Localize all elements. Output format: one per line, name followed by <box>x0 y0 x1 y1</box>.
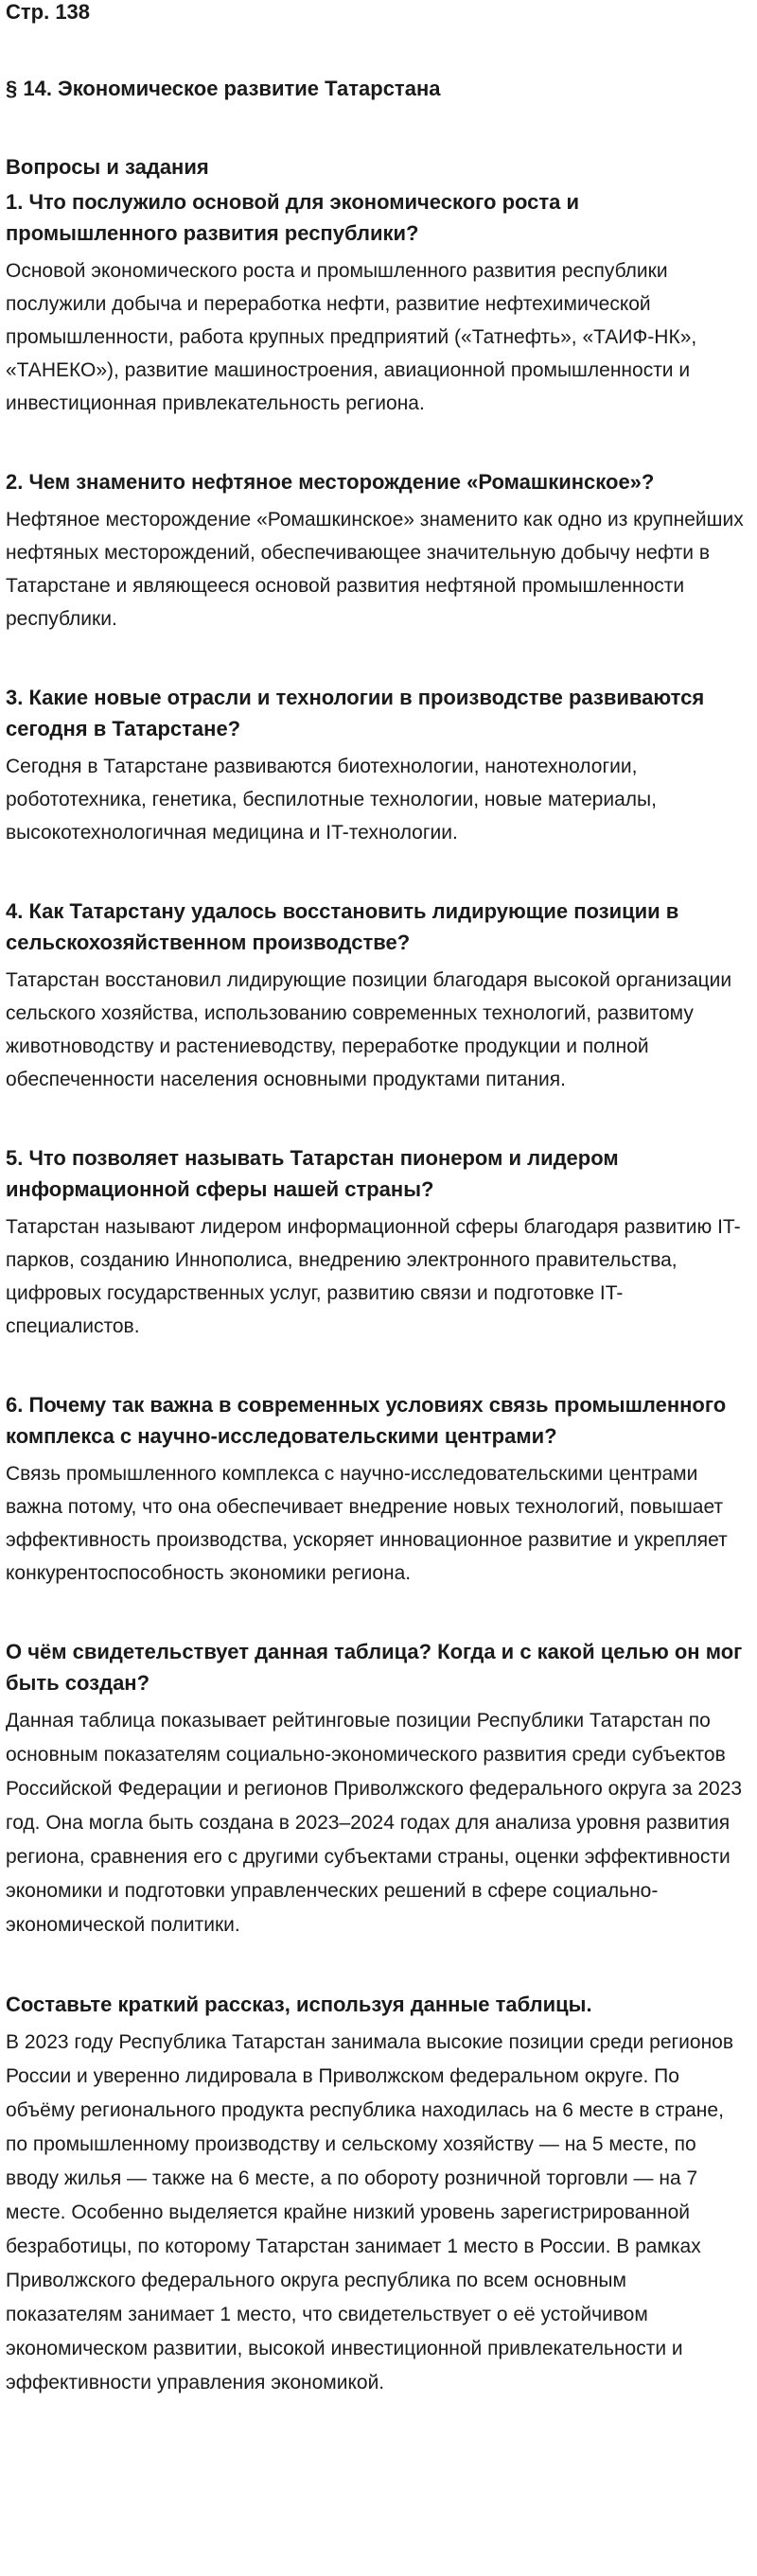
answer-table-meaning: Данная таблица показывает рейтинговые позиции Республики Татарстан по основным показателям социально-экономического развития среди субъектов Российской Федерации и регионов Приволжского федерального округа за 2023 год. Она могла быть создана в 2023–2024 годах для анализа уровня развития региона, сравнения его с другими субъектами страны, оценки эффективности экономики и подготовки управленческих решений в сфере социально-экономической политики. <box>6 1710 743 1936</box>
question-6: 6. Почему так важна в современных условиях связь промышленного комплекса с научно-исследовательскими центрами? <box>6 1393 727 1448</box>
qa-item-4 <box>6 896 748 1096</box>
questions-list <box>6 186 748 2400</box>
page-number: Стр. 138 <box>6 0 91 24</box>
answer-5: Татарстан называют лидером информационной сферы благодаря развитию IT-парков, созданию Иннополиса, внедрению электронного правительства, цифровых государственных услуг, развитию связи и подготовке IT-специалистов. <box>6 1216 741 1337</box>
answer-6: Связь промышленного комплекса с научно-исследовательскими центрами важна потому, что она обеспечивает внедрение новых технологий, повышает эффективность производства, ускоряет инновационное развитие и укрепляет конкурентоспособность экономики региона. <box>6 1463 728 1584</box>
qa-item-2 <box>6 466 748 635</box>
answer-1: Основой экономического роста и промышленного развития республики послужили добыча и переработка нефти, развитие нефтехимической промышленности, работа крупных предприятий («Татнефть», «ТАИФ-НК», «ТАНЕКО»), развитие машиностроения, авиационной промышленности и инвестиционная привлекательность региона. <box>6 260 697 414</box>
question-3: 3. Какие новые отрасли и технологии в производстве развиваются сегодня в Татарстане? <box>6 686 705 740</box>
question-1: 1. Что послужило основой для экономического роста и промышленного развития республики? <box>6 190 580 245</box>
question-5: 5. Что позволяет называть Татарстан пионером и лидером информационной сферы нашей страны? <box>6 1146 619 1201</box>
qa-item-1 <box>6 186 748 420</box>
question-4: 4. Как Татарстану удалось восстановить лидирующие позиции в сельскохозяйственном производстве? <box>6 899 679 954</box>
question-2: 2. Чем знаменито нефтяное месторождение «Ромашкинское»? <box>6 470 655 494</box>
section-heading: Вопросы и задания <box>6 155 209 179</box>
answer-3: Сегодня в Татарстане развиваются биотехнологии, нанотехнологии, робототехника, генетика, беспилотные технологии, новые материалы, высокотехнологичная медицина и IT-технологии. <box>6 756 657 844</box>
qa-item-short-story <box>6 1989 748 2400</box>
question-short-story: Составьте краткий рассказ, используя данные таблицы. <box>6 1993 592 2016</box>
qa-item-3 <box>6 682 748 849</box>
chapter-title: § 14. Экономическое развитие Татарстана <box>6 77 441 100</box>
answer-2: Нефтяное месторождение «Ромашкинское» знаменито как одно из крупнейших нефтяных месторождений, обеспечивающее значительную добычу нефти в Татарстане и являющееся основой развития нефтяной промышленности республики. <box>6 509 744 630</box>
question-table-meaning: О чём свидетельствует данная таблица? Когда и с какой целью он мог быть создан? <box>6 1640 743 1695</box>
answer-short-story: В 2023 году Республика Татарстан занимала высокие позиции среди регионов России и уверенно лидировала в Приволжском федеральном округе. По объёму регионального продукта республика находилась на 6 месте в стране, по промышленному производству и сельскому хозяйству — на 5 месте, по вводу жилья — также на 6 месте, а по обороту розничной торговли — на 7 месте. Особенно выделяется крайне низкий уровень зарегистрированной безработицы, по которому Татарстан занимает 1 место в России. В рамках Приволжского федерального округа республика по всем основным показателям занимает 1 место, что свидетельствует о её устойчивом экономическом развитии, высокой инвестиционной привлекательности и эффективности управления экономикой. <box>6 2031 734 2393</box>
answer-4: Татарстан восстановил лидирующие позиции благодаря высокой организации сельского хозяйства, использованию современных технологий, развитому животноводству и растениеводству, переработке продукции и полной обеспеченности населения основными продуктами питания. <box>6 969 732 1090</box>
qa-item-5 <box>6 1142 748 1343</box>
qa-item-table-meaning <box>6 1636 748 1942</box>
qa-item-6 <box>6 1389 748 1590</box>
